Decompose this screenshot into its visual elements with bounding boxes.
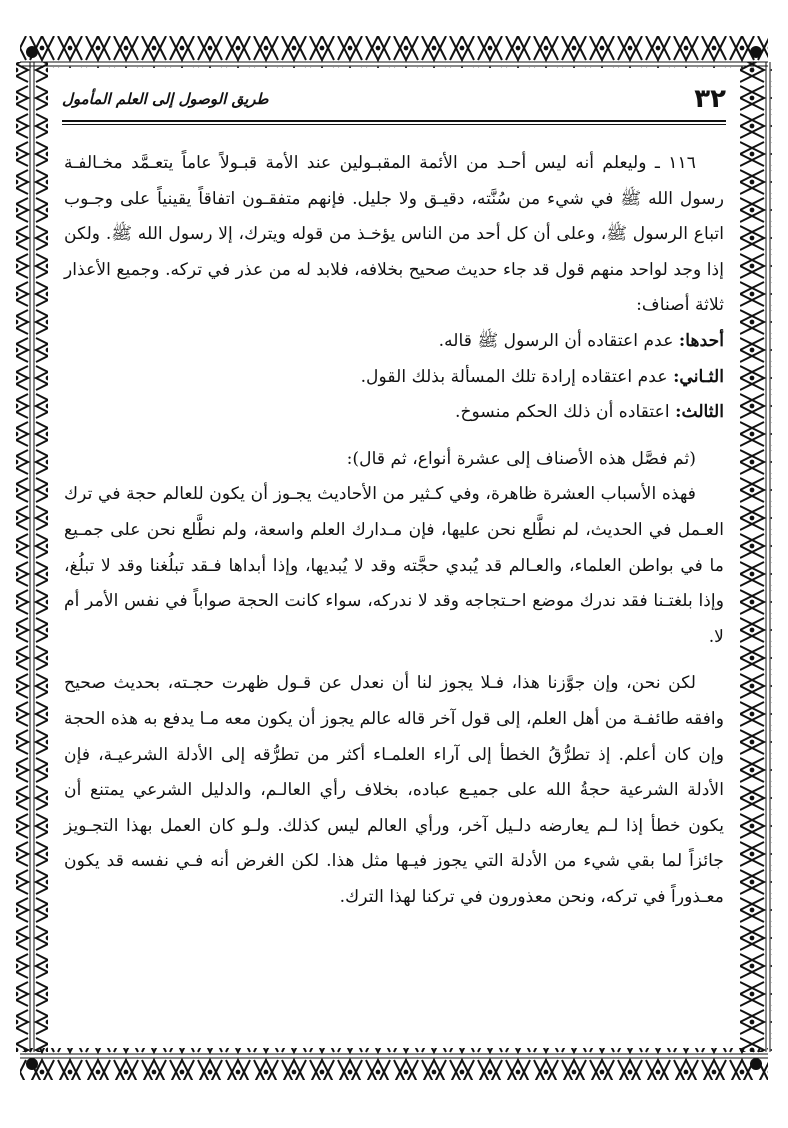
- reason-one-label: أحدها:: [678, 330, 724, 351]
- reason-one: [64, 324, 724, 360]
- reason-two-label: الثـاني:: [673, 366, 724, 387]
- paragraph-116: ١١٦ ـ وليعلم أنه ليس أحـد من الأئمة المقبـولين عند الأمة قبـولاً عاماً يتعـمَّد مخـالفـة رسول الله ﷺ في شيء من سُنَّته، دقيـق ولا جليل. فإنهم متفقـون اتفاقاً يقينياً على وجـوب اتباع الرسول ﷺ، وعلى أن كل أحد من الناس يؤخـذ من قوله ويترك، إلا رسول الله ﷺ. ولكن إذا وجد لواحد منهم قول قد جاء حديث صحيح بخلافه، فلابد له من عذر في تركه. وجميع الأعذار ثلاثة أصناف:: [64, 153, 724, 316]
- reason-two-text: عدم اعتقاده إرادة تلك المسألة بذلك القول.: [360, 366, 674, 387]
- reason-three-label: الثالث:: [675, 402, 724, 423]
- reason-three: [64, 395, 724, 431]
- frame-left-band: [16, 62, 48, 1052]
- frame-right-band: [740, 62, 772, 1052]
- paragraph-ten-reasons: فهذه الأسباب العشرة ظاهرة، وفي كـثير من الأحاديث يجـوز أن يكون للعالم حجة في ترك العـمل في الحديث، لم نطَّلع نحن عليها، فإن مـدارك العلم واسعة، ولم نطَّلع نحن على جمـيع ما في بواطن العلماء، والعـالم قد يُبدي حجَّته وقد لا يُبديها، وإذا أبداها فـقد تبلُغنا وقد لا تبلُغ، وإذا بلغتـنا فقد ندرك موضع احـتجاجه وقد لا ندركه، سواء كانت الحجة صواباً في نفس الأمر أم لا.: [64, 484, 724, 647]
- body-text: [64, 146, 724, 1030]
- reason-one-text: عدم اعتقاده أن الرسول ﷺ قاله.: [438, 330, 679, 351]
- paragraph-conclusion: لكن نحن، وإن جوَّزنا هذا، فـلا يجوز لنا أن نعدل عن قـول ظهرت حجـته، بحديث صحيح وافقه طائفـة من أهل العلم، إلى قول آخر قاله عالم يجوز أن يكون معه مـا يدفع به هذه الحجة وإن كان أعلم. إذ تطرُّقُ الخطأ إلى آراء العلمـاء أكثر من تطرُّقه إلى الأدلة الشرعيـة، فإن الأدلة الشرعية حجةُ الله على جميـع عباده، بخلاف رأي العالـم، والدليل الشرعي يمتنع أن يكون خطأ إذا لـم يعارضه دلـيل آخر، ورأي العالم ليس كذلك. ولـو كان العمل بهذا التجـويز جائزاً لما بقي شيء من الأدلة التي يجوز فيـها مثل هذا. لكن الغرض أنه فـي نفسه قد يكون معـذوراً في تركه، ونحن معذورون في تركنا لهذا الترك.: [64, 673, 724, 907]
- page-header: [62, 84, 726, 114]
- frame-top-band: [20, 36, 768, 68]
- frame-bottom-band: [20, 1048, 768, 1080]
- page-number: ٣٢: [694, 84, 726, 114]
- reason-two: [64, 360, 724, 396]
- reason-three-text: اعتقاده أن ذلك الحكم منسوخ.: [454, 402, 676, 423]
- header-rule: [62, 120, 726, 125]
- editor-note: (ثم فصَّل هذه الأصناف إلى عشرة أنواع، ثم قال):: [346, 448, 696, 469]
- running-title: طريق الوصول إلى العلم المأمول: [62, 90, 269, 108]
